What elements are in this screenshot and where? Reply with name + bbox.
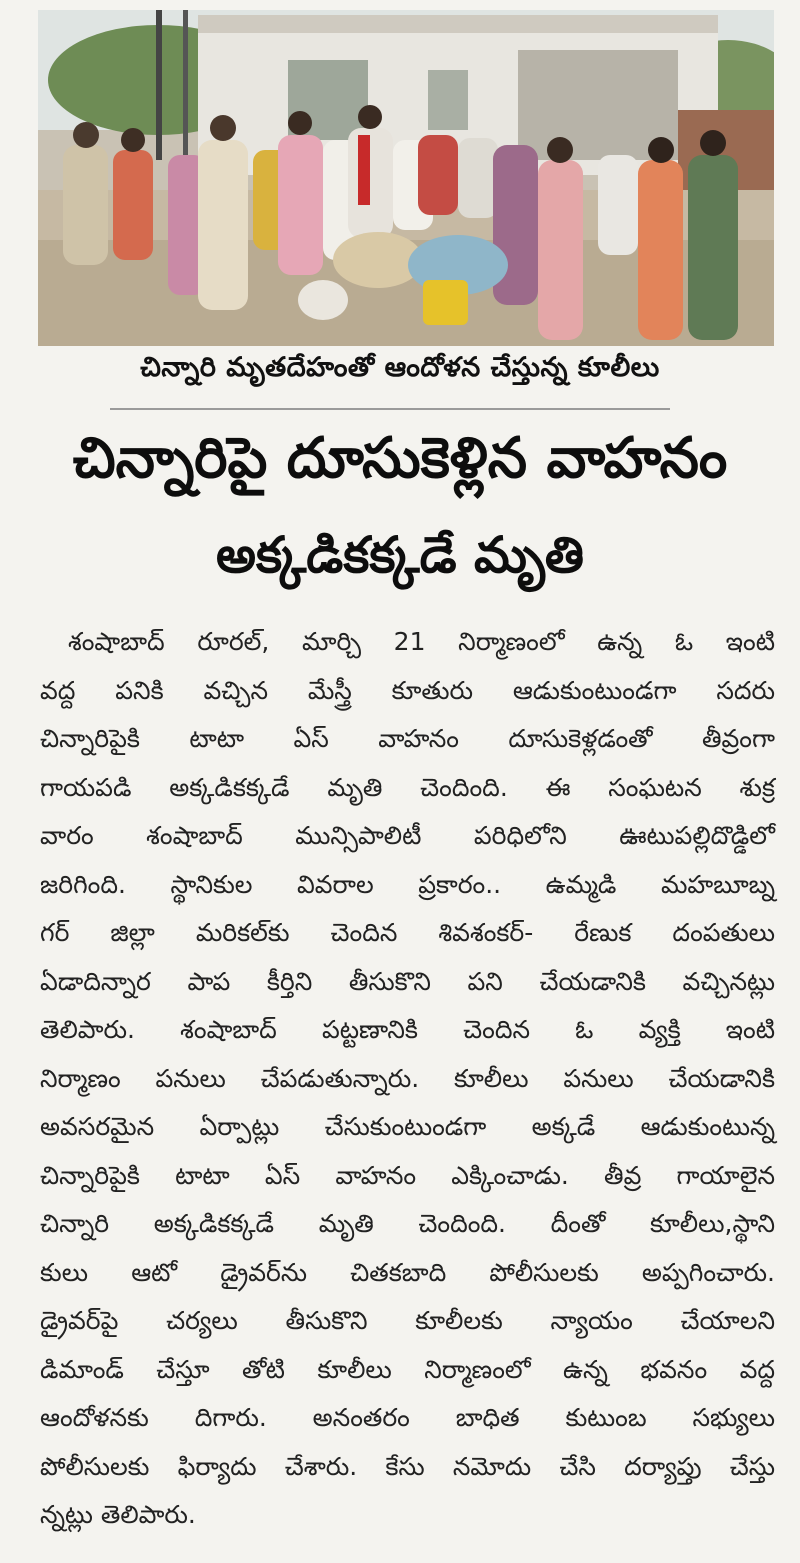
news-photo-icon [38, 10, 774, 346]
article-line: జరిగింది. స్థానికుల వివరాల ప్రకారం.. ఉమ్మడి మహబూబ్న [40, 869, 775, 899]
article-line: ఆందోళనకు దిగారు. అనంతరం బాధిత కుటుంబ సభ్యులు [40, 1403, 775, 1432]
article-line: చిన్నారిపైకి టాటా ఏస్ వాహనం దూసుకెళ్లడంతో తీవ్రంగా [40, 724, 775, 753]
subheadline: అక్కడికక్కడే మృతి [215, 526, 585, 584]
article-line: వద్ద పనికి వచ్చిన మేస్త్రీ కూతురు ఆడుకుంటుండగా సదరు [40, 675, 775, 705]
article-line: చిన్నారిపైకి టాటా ఏస్ వాహనం ఎక్కించాడు. తీవ్ర గాయాలైన [40, 1160, 775, 1190]
photo-caption: చిన్నారి మృతదేహంతో ఆందోళన చేస్తున్న కూలీలు [140, 352, 660, 383]
divider [110, 408, 670, 410]
article-line: ఏడాదిన్నార పాప కీర్తిని తీసుకొని పని చేయడానికి వచ్చినట్లు [40, 966, 775, 996]
article-line: కులు ఆటో డ్రైవర్‌ను చితకబాది పోలీసులకు అప్పగించారు. [40, 1257, 775, 1287]
article-line: నిర్మాణం పనులు చేపడుతున్నారు. కూలీలు పనులు చేయడానికి [40, 1063, 775, 1093]
news-photo [38, 10, 774, 346]
article-line: అవసరమైన ఏర్పాట్లు చేసుకుంటుండగా అక్కడే ఆడుకుంటున్న [40, 1112, 775, 1141]
article-line: పోలీసులకు ఫిర్యాదు చేశారు. కేసు నమోదు చేసి దర్యాప్తు చేస్తు [40, 1451, 775, 1481]
article-line: గర్ జిల్లా మరికల్‌కు చెందిన శివశంకర్- రేణుక దంపతులు [40, 918, 775, 947]
article-line: డిమాండ్ చేస్తూ తోటి కూలీలు నిర్మాణంలో ఉన్న భవనం వద్ద [40, 1354, 775, 1384]
headline: చిన్నారిపై దూసుకెళ్లిన వాహనం [72, 426, 728, 491]
article-line: వారం శంషాబాద్ మున్సిపాలిటీ పరిధిలోని ఊటుపల్లిదొడ్డిలో [40, 821, 775, 850]
article-line: న్నట్లు తెలిపారు. [40, 1500, 196, 1529]
article-body [40, 618, 775, 1540]
article-line: డ్రైవర్‌పై చర్యలు తీసుకొని కూలీలకు న్యాయం చేయాలని [40, 1306, 775, 1335]
article-line: తెలిపారు. శంషాబాద్ పట్టణానికి చెందిన ఓ వ్యక్తి ఇంటి [40, 1015, 775, 1044]
article-line: చిన్నారి అక్కడికక్కడే మృతి చెందింది. దీంతో కూలీలు,స్థాని [40, 1209, 775, 1238]
article-line: శంషాబాద్ రూరల్, మార్చి 21 నిర్మాణంలో ఉన్న ఓ ఇంటి [68, 627, 775, 656]
article-line: గాయపడి అక్కడికక్కడే మృతి చెందింది. ఈ సంఘటన శుక్ర [40, 772, 775, 802]
